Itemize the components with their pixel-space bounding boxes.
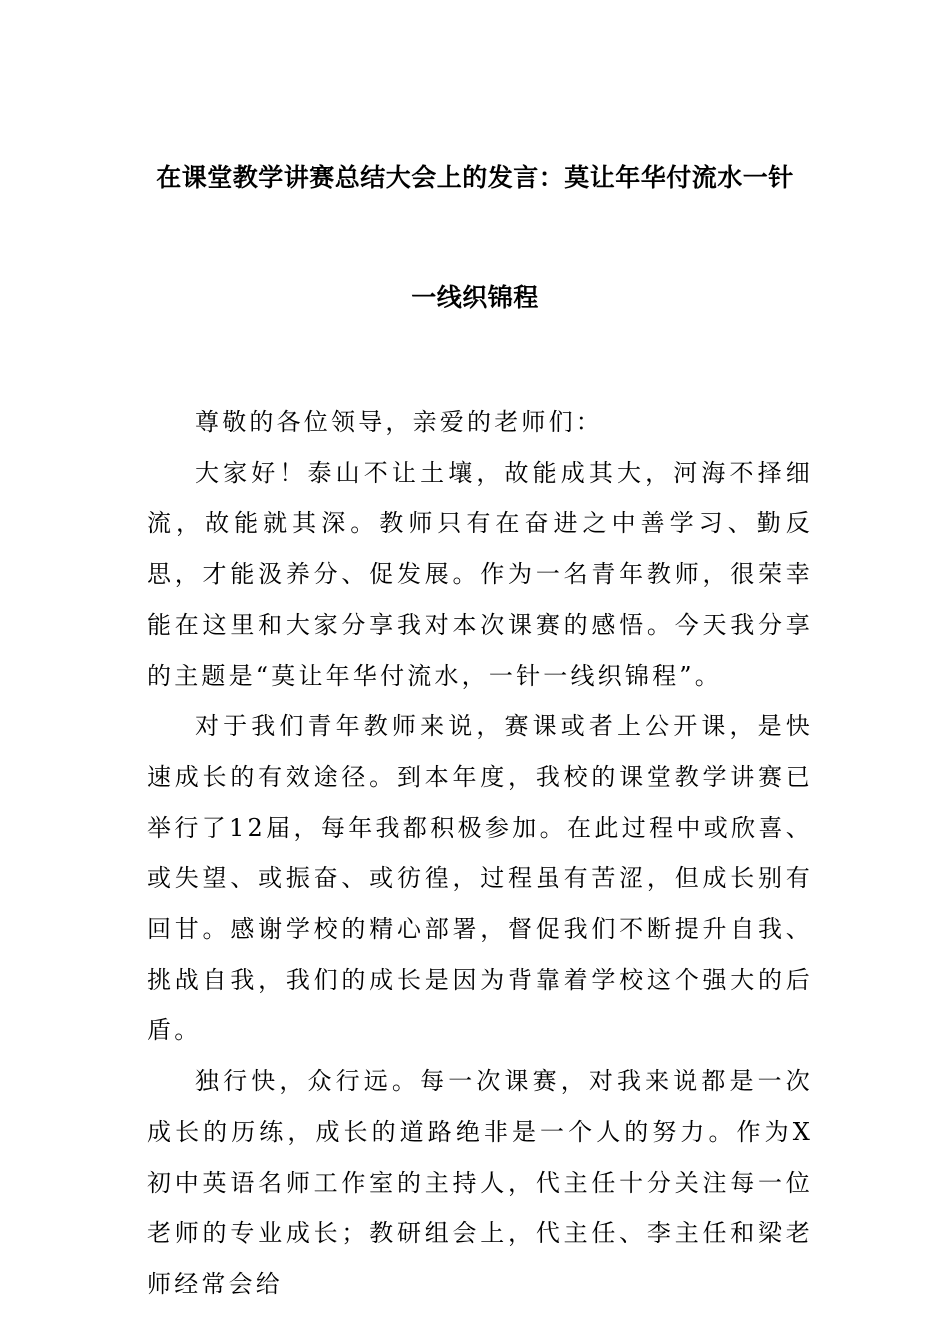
salutation: 尊敬的各位领导，亲爱的老师们： — [195, 408, 603, 436]
document-title-line-2: 一线织锦程 — [411, 283, 539, 312]
paragraph: 对于我们青年教师来说，赛课或者上公开课，是快速成长的有效途径。到本年度，我校的课堂教学讲赛已举行了12届，每年我都积极参加。在此过程中或欣喜、或失望、或振奋、或彷徨，过程虽有苦涩，但成长别有回甘。感谢学校的精心部署，督促我们不断提升自我、挑战自我，我们的成长是因为背靠着学校这个强大的后盾。 — [147, 712, 813, 1045]
paragraph: 独行快，众行远。每一次课赛，对我来说都是一次成长的历练，成长的道路绝非是一个人的努力。作为X初中英语名师工作室的主持人，代主任十分关注每一位老师的专业成长；教研组会上，代主任、李主任和梁老师经常会给 — [147, 1067, 813, 1298]
document-body — [147, 397, 813, 1310]
paragraph: 大家好！泰山不让土壤，故能成其大，河海不择细流，故能就其深。教师只有在奋进之中善学习、勤反思，才能汲养分、促发展。作为一名青年教师，很荣幸能在这里和大家分享我对本次课赛的感悟。今天我分享的主题是“莫让年华付流水，一针一线织锦程”。 — [147, 458, 813, 690]
document-title-line-1: 在课堂教学讲赛总结大会上的发言：莫让年华付流水一针 — [156, 163, 794, 192]
